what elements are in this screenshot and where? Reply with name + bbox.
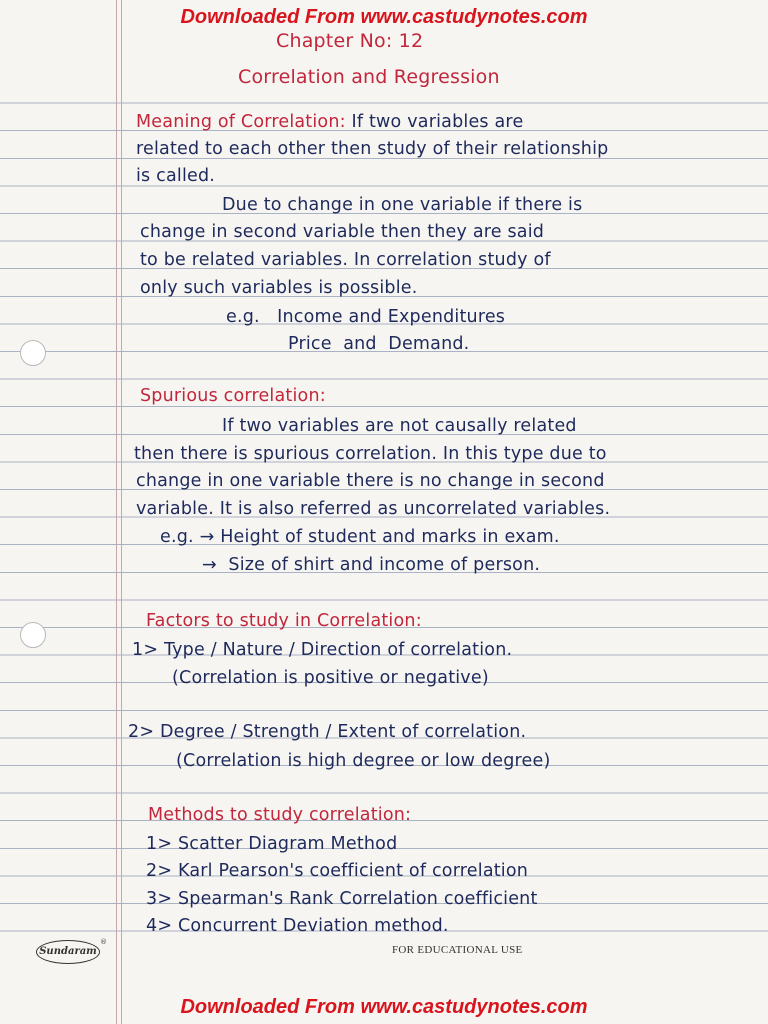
meaning-example: Price and Demand.: [288, 334, 470, 354]
meaning-first-line: [136, 112, 523, 132]
spurious-example: e.g. → Height of student and marks in exam.: [160, 527, 560, 547]
spurious-line: then there is spurious correlation. In this type due to: [134, 444, 607, 464]
meaning-line: Due to change in one variable if there is: [222, 195, 583, 215]
methods-item: 1> Scatter Diagram Method: [146, 834, 398, 854]
methods-item: 3> Spearman's Rank Correlation coefficient: [146, 889, 538, 909]
spurious-example: → Size of shirt and income of person.: [202, 555, 541, 575]
spurious-line: If two variables are not causally related: [222, 416, 577, 436]
meaning-first-line-text: If two variables are: [351, 112, 524, 132]
margin-line-right: [121, 0, 122, 1024]
meaning-line: change in second variable then they are said: [140, 222, 545, 242]
meaning-heading: Meaning of Correlation:: [136, 112, 346, 132]
spurious-line: change in one variable there is no change in second: [136, 471, 605, 491]
watermark-top: Downloaded From www.castudynotes.com: [180, 6, 588, 28]
methods-heading: Methods to study correlation:: [148, 805, 412, 825]
binder-hole-1: [20, 340, 46, 366]
meaning-example: e.g. Income and Expenditures: [226, 307, 506, 327]
factors-item-note: (Correlation is high degree or low degree): [176, 751, 551, 771]
methods-item: 4> Concurrent Deviation method.: [146, 916, 449, 936]
binder-hole-2: [20, 622, 46, 648]
footer-note: FOR EDUCATIONAL USE: [392, 944, 523, 956]
factors-item: 2> Degree / Strength / Extent of correlation.: [128, 722, 527, 742]
meaning-line: only such variables is possible.: [140, 278, 418, 298]
meaning-line: to be related variables. In correlation study of: [140, 250, 551, 270]
meaning-line: related to each other then study of their relationship: [136, 139, 609, 159]
chapter-number: Chapter No: 12: [276, 30, 424, 52]
factors-item-note: (Correlation is positive or negative): [172, 668, 489, 688]
margin-line-left: [116, 0, 117, 1024]
spurious-line: variable. It is also referred as uncorrelated variables.: [136, 499, 611, 519]
brand-logo: Sundaram: [36, 940, 100, 964]
registered-mark: ®: [100, 938, 107, 946]
spurious-heading: Spurious correlation:: [140, 386, 326, 406]
factors-heading: Factors to study in Correlation:: [146, 611, 422, 631]
chapter-title: Correlation and Regression: [238, 66, 500, 88]
watermark-bottom: Downloaded From www.castudynotes.com: [180, 996, 588, 1018]
factors-item: 1> Type / Nature / Direction of correlation.: [132, 640, 513, 660]
meaning-line: is called.: [136, 166, 216, 186]
methods-item: 2> Karl Pearson's coefficient of correlation: [146, 861, 529, 881]
